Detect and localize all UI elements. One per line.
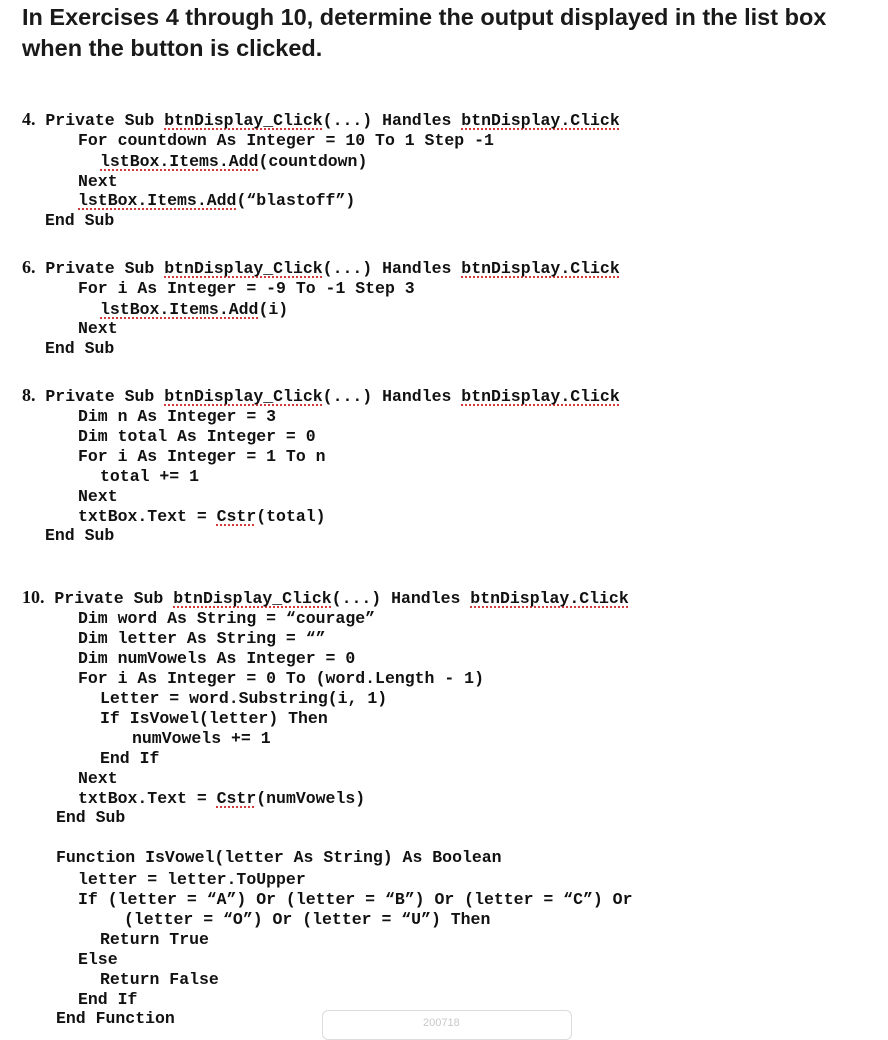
code-line [100, 749, 159, 769]
code-text: (countdown) [258, 152, 368, 171]
spellcheck-flagged-token: btnDisplay.Click [470, 589, 629, 608]
spellcheck-flagged-token: lstBox.Items.Add [100, 300, 259, 319]
code-line [78, 191, 355, 211]
code-line [78, 870, 306, 890]
code-line [78, 950, 118, 970]
code-line [56, 848, 502, 868]
code-text: For i As Integer = 0 To (word.Length - 1) [78, 669, 484, 688]
spellcheck-flagged-token: btnDisplay_Click [164, 111, 323, 130]
exercise-4-header-line [22, 109, 620, 129]
code-text: Next [78, 769, 118, 788]
code-text: (...) Handles [331, 589, 471, 608]
code-text: End Sub [45, 211, 115, 230]
code-line [45, 526, 114, 546]
code-text: End If [100, 749, 160, 768]
spellcheck-flagged-token: btnDisplay.Click [461, 387, 620, 406]
code-line [78, 990, 137, 1010]
spellcheck-flagged-token: btnDisplay_Click [164, 387, 323, 406]
code-line [78, 319, 118, 339]
code-line [78, 789, 365, 809]
code-line [78, 890, 633, 910]
exercise-instructions-heading: In Exercises 4 through 10, determine the output displayed in the list box when the button is clicked. [22, 4, 827, 61]
code-line [100, 689, 387, 709]
code-line [78, 131, 494, 151]
code-text: End Function [56, 1009, 175, 1028]
code-text: txtBox.Text = [78, 789, 217, 808]
exercise-8-header-line [22, 385, 620, 405]
code-text: txtBox.Text = [78, 507, 217, 526]
code-line [100, 467, 199, 487]
code-line [78, 447, 326, 467]
code-text: Else [78, 950, 118, 969]
exercise-number: 10. [22, 587, 45, 607]
code-text: Next [78, 319, 118, 338]
exercise-number: 8. [22, 385, 36, 405]
footer-box [322, 1010, 572, 1040]
code-text: total += 1 [100, 467, 200, 486]
code-text: Private Sub [44, 589, 174, 608]
exercise-number: 4. [22, 109, 36, 129]
code-text: Private Sub [35, 259, 165, 278]
spellcheck-flagged-token: btnDisplay.Click [461, 111, 620, 130]
code-text: For i As Integer = -9 To -1 Step 3 [78, 279, 415, 298]
code-text: Private Sub [35, 387, 165, 406]
spellcheck-flagged-token: Cstr [216, 507, 257, 526]
code-line [45, 339, 114, 359]
exercise-number: 6. [22, 257, 36, 277]
code-text: For i As Integer = 1 To n [78, 447, 326, 466]
code-text: End Sub [45, 339, 115, 358]
code-text: (numVowels) [256, 789, 366, 808]
code-text: Return True [100, 930, 209, 949]
code-line [78, 407, 276, 427]
code-text: (...) Handles [322, 259, 462, 278]
code-line [78, 649, 355, 669]
spellcheck-flagged-token: lstBox.Items.Add [100, 152, 259, 171]
code-line [100, 709, 328, 729]
code-line [56, 1009, 175, 1029]
exercise-10-header-line [22, 587, 629, 607]
code-line [78, 279, 415, 299]
code-text: (letter = “O”) Or (letter = “U”) Then [124, 910, 491, 929]
code-text: Dim numVowels As Integer = 0 [78, 649, 356, 668]
spellcheck-flagged-token: btnDisplay_Click [173, 589, 332, 608]
footer-text: 200718 [423, 1017, 460, 1029]
code-text: Dim letter As String = “” [78, 629, 326, 648]
code-text: (total) [256, 507, 326, 526]
code-line [78, 629, 326, 649]
code-text: If IsVowel(letter) Then [100, 709, 328, 728]
code-line [78, 487, 118, 507]
code-text: End If [78, 990, 138, 1009]
code-line [132, 729, 271, 749]
code-line [78, 172, 118, 192]
code-line [100, 970, 219, 990]
code-line [78, 769, 118, 789]
code-line [124, 910, 490, 930]
code-text: End Sub [56, 808, 126, 827]
code-text: Dim word As String = “courage” [78, 609, 376, 628]
code-line [45, 211, 114, 231]
code-text: If (letter = “A”) Or (letter = “B”) Or (letter = “C”) Or [78, 890, 633, 909]
code-text: Next [78, 172, 118, 191]
code-text: (...) Handles [322, 111, 462, 130]
code-line [78, 507, 326, 527]
code-text: Private Sub [35, 111, 165, 130]
code-line [100, 152, 367, 172]
code-line [78, 669, 484, 689]
code-text: Return False [100, 970, 219, 989]
code-text: End Sub [45, 526, 115, 545]
code-text: (i) [258, 300, 289, 319]
code-line [100, 930, 209, 950]
spellcheck-flagged-token: lstBox.Items.Add [78, 191, 237, 210]
code-text: Dim n As Integer = 3 [78, 407, 277, 426]
code-line [100, 300, 288, 320]
code-text: (...) Handles [322, 387, 462, 406]
code-text: Function IsVowel(letter As String) As Boolean [56, 848, 502, 867]
code-line [78, 609, 375, 629]
code-text: Next [78, 487, 118, 506]
code-text: (“blastoff”) [236, 191, 356, 210]
exercise-6-header-line [22, 257, 620, 277]
spellcheck-flagged-token: btnDisplay_Click [164, 259, 323, 278]
code-text: For countdown As Integer = 10 To 1 Step -1 [78, 131, 494, 150]
code-text: Letter = word.Substring(i, 1) [100, 689, 388, 708]
code-line [56, 808, 125, 828]
code-text: letter = letter.ToUpper [78, 870, 306, 889]
spellcheck-flagged-token: Cstr [216, 789, 257, 808]
code-text: Dim total As Integer = 0 [78, 427, 316, 446]
code-line [78, 427, 316, 447]
code-text: numVowels += 1 [132, 729, 271, 748]
spellcheck-flagged-token: btnDisplay.Click [461, 259, 620, 278]
